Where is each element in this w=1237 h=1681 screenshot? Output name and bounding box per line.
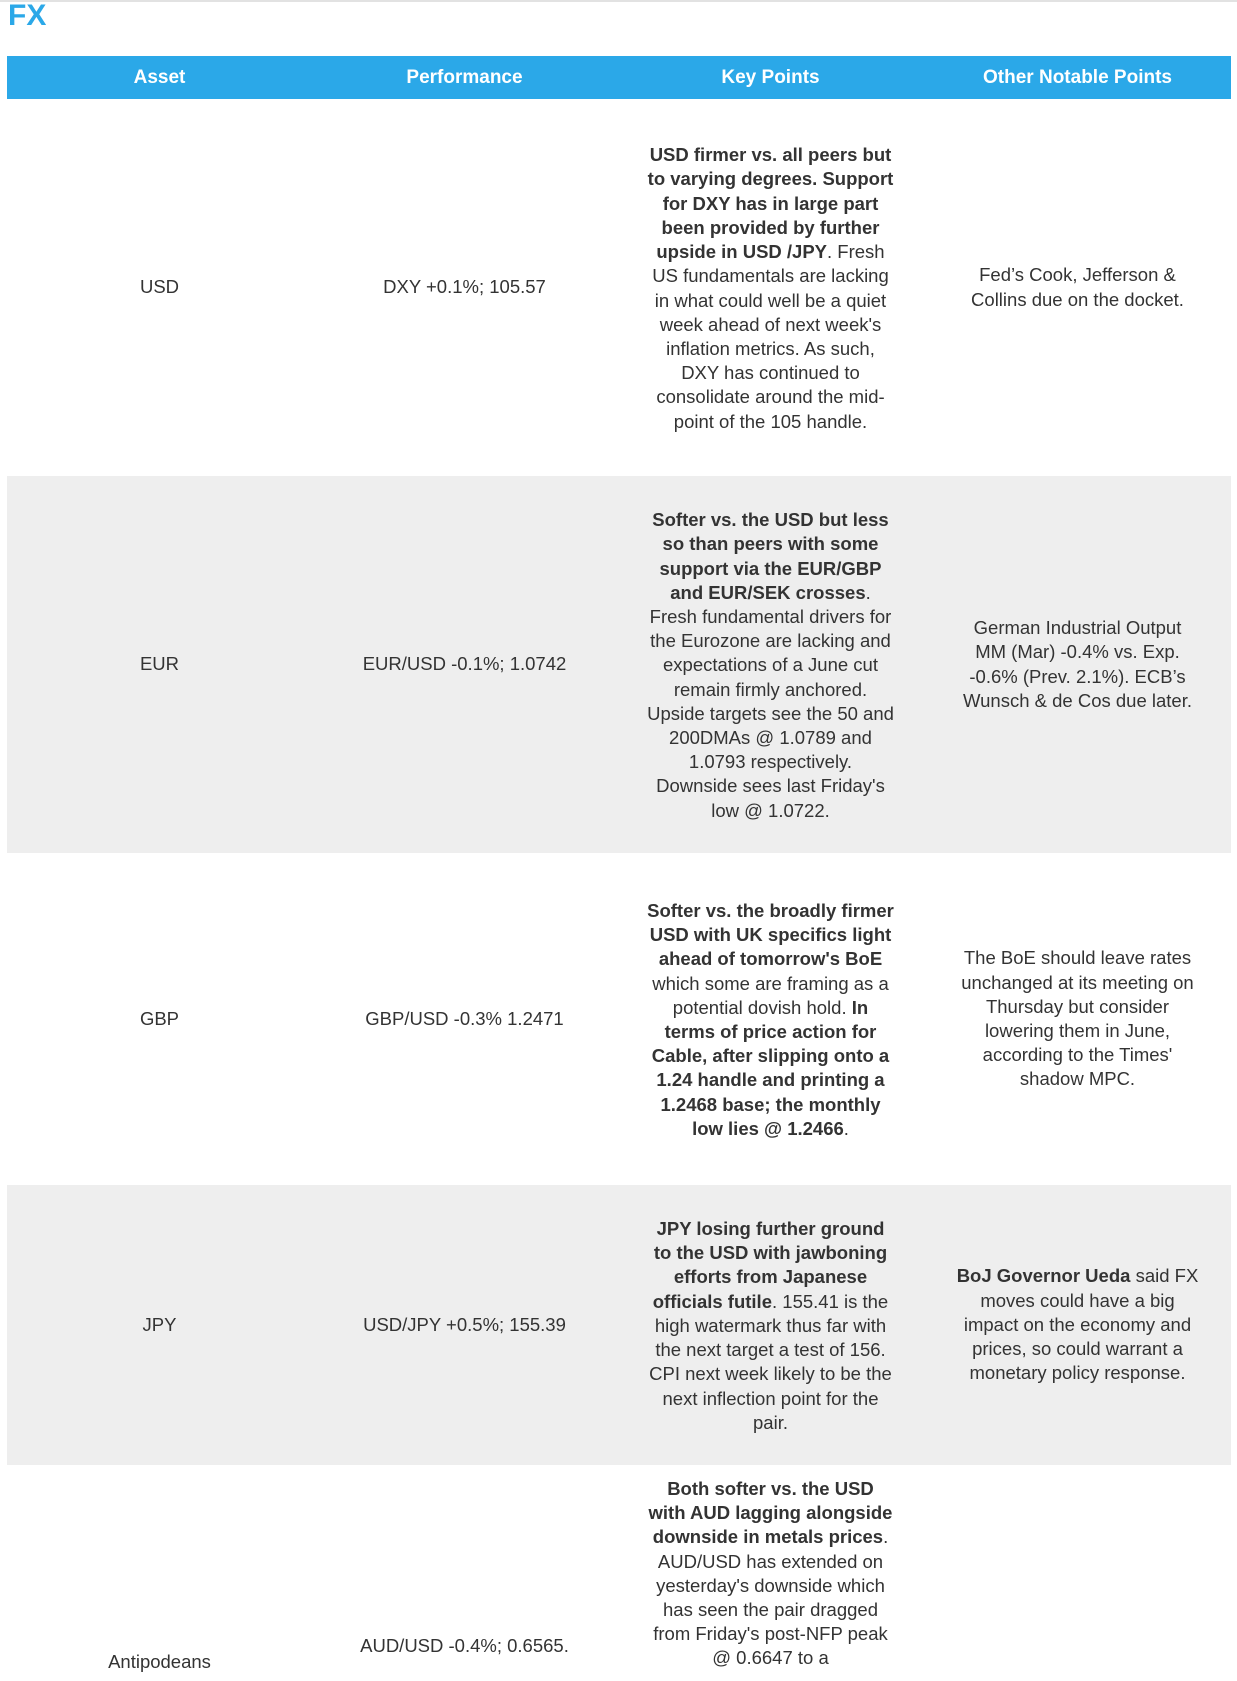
- key-points-cell: [617, 476, 924, 853]
- column-header-asset: Asset: [7, 56, 312, 99]
- asset-cell: EUR: [7, 476, 312, 853]
- other-points-cell: [924, 99, 1231, 476]
- column-header-performance: Performance: [312, 56, 617, 99]
- other-points-cell: [924, 853, 1231, 1185]
- bold-text-segment: Softer vs. the USD but less so than peers with some support via the EUR/GBP and EUR/SEK crosses: [652, 509, 889, 603]
- bold-text-segment: Softer vs. the broadly firmer USD with UK specifics light ahead of tomorrow's BoE: [647, 899, 894, 970]
- table-row: [7, 1465, 1231, 1681]
- text-segment: said FX moves could have a big impact on the economy and prices, so could warrant a monetary policy response.: [963, 1265, 1199, 1384]
- table-row: [7, 99, 1231, 476]
- table-row: [7, 1185, 1231, 1465]
- performance-cell: EUR/USD -0.1%; 1.0742: [312, 476, 617, 853]
- performance-cell: DXY +0.1%; 105.57: [383, 276, 546, 298]
- asset-cell: GBP: [139, 1007, 180, 1029]
- asset-cell: Antipodeans: [108, 1651, 211, 1673]
- column-header-key-points: Key Points: [617, 56, 924, 99]
- text-segment: . Fresh fundamental drivers for the Eurozone are lacking and expectations of a June cut remain firmly anchored. Upside targets see the 50 and 200DMAs @ 1.0789 and 1.0793 respectively. Downside sees last Friday's low @ 1.0722.: [647, 581, 894, 821]
- bold-text-segment: Both softer vs. the USD with AUD lagging alongside downside in metals prices: [648, 1478, 893, 1548]
- table-row: [7, 853, 1231, 1185]
- asset-cell: JPY: [7, 1185, 312, 1465]
- bold-text-segment: USD firmer vs. all peers but to varying degrees. Support for DXY has in large part been provided by further upside in USD /JPY: [647, 144, 894, 263]
- performance-cell: AUD/USD -0.4%; 0.6565.: [360, 1635, 569, 1657]
- table-row: [7, 476, 1231, 853]
- section-title: FX: [8, 0, 47, 32]
- other-points-cell: [924, 1185, 1231, 1465]
- key-points-cell: [617, 1185, 924, 1465]
- other-points-cell: [924, 1465, 1231, 1681]
- text-segment: . Fresh US fundamentals are lacking in what could well be a quiet week ahead of next week's inflation metrics. As such, DXY has continued to consolidate around the mid-point of the 105 handle.: [652, 241, 889, 432]
- asset-cell: USD: [139, 276, 180, 298]
- bold-text-segment: In terms of price action for Cable, after slipping onto a 1.24 handle and printing a 1.2468 base; the monthly low lies @ 1.2466: [651, 996, 890, 1139]
- text-segment: German Industrial Output MM (Mar) -0.4% vs. Exp. -0.6% (Prev. 2.1%). ECB’s Wunsch & de Cos due later.: [963, 617, 1192, 711]
- top-border: [0, 0, 1237, 2]
- performance-cell: GBP/USD -0.3% 1.2471: [365, 1007, 564, 1029]
- column-header-other-notable-points: Other Notable Points: [924, 56, 1231, 99]
- text-segment: Fed’s Cook, Jefferson & Collins due on the docket.: [971, 264, 1184, 310]
- other-points-cell: [924, 476, 1231, 853]
- text-segment: which some are framing as a potential dovish hold.: [652, 972, 889, 1018]
- text-segment: The BoE should leave rates unchanged at its meeting on Thursday but consider lowering them in June, according to the Times' shadow MPC.: [961, 947, 1194, 1090]
- table-header-row: [7, 56, 1231, 99]
- bold-text-segment: BoJ Governor Ueda: [956, 1265, 1131, 1287]
- key-points-cell: [617, 853, 924, 1185]
- text-segment: . AUD/USD has extended on yesterday's downside which has seen the pair dragged from Friday's post-NFP peak @ 0.6647 to a: [653, 1526, 889, 1669]
- text-segment: . 155.41 is the high watermark thus far with the next target a test of 156. CPI next week likely to be the next inflection point for the pair.: [649, 1290, 892, 1433]
- key-points-cell: [617, 99, 924, 476]
- performance-cell: USD/JPY +0.5%; 155.39: [312, 1185, 617, 1465]
- bold-text-segment: JPY losing further ground to the USD with jawboning efforts from Japanese officials futile: [652, 1218, 888, 1312]
- text-segment: .: [843, 1117, 849, 1139]
- key-points-cell: [617, 1465, 924, 1681]
- fx-table: [7, 56, 1231, 1681]
